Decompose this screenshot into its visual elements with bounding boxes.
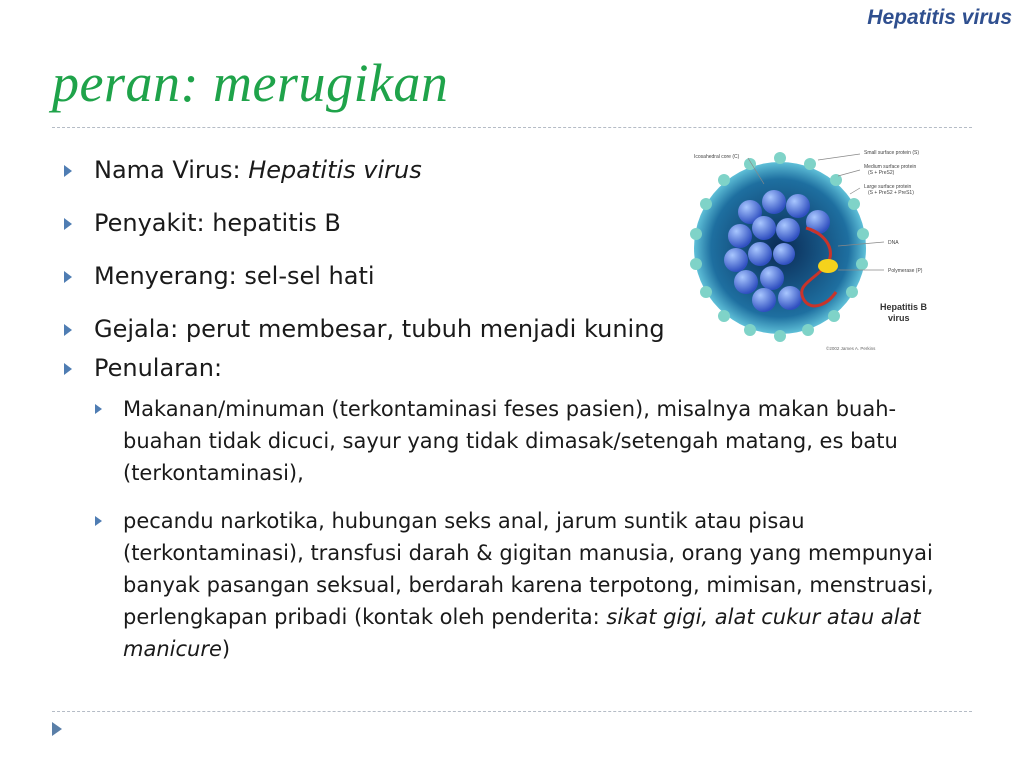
figure-credit: ©2002 James A. Perkins <box>826 346 876 351</box>
sub-bullet-item <box>94 505 948 665</box>
bullet-arrow-icon <box>64 324 72 336</box>
bullet-text: Gejala: perut membesar, tubuh menjadi kuning <box>94 315 665 343</box>
top-divider <box>52 127 972 128</box>
sub-bullet-list <box>94 393 962 665</box>
bullet-label: Nama Virus: <box>94 156 249 184</box>
label-large-protein-detail: (S + PreS2 + PreS1) <box>868 190 914 196</box>
figure-caption-line1: Hepatitis B <box>880 302 928 312</box>
sub-bullet-suffix: ) <box>221 637 231 661</box>
bullet-arrow-icon <box>64 363 72 375</box>
bullet-text: Penyakit: hepatitis B <box>94 209 341 237</box>
bullet-arrow-icon <box>64 165 72 177</box>
bullet-arrow-icon <box>64 271 72 283</box>
label-medium-protein: Medium surface protein <box>864 164 917 170</box>
sub-bullet-text: pecandu narkotika, hubungan seks anal, jarum suntik atau pisau (terkontaminasi), transfusi darah & gigitan manusia, orang yang mempunyai banyak pasangan seksual, berdarah karena terpotong, mimisan, menstruasi, perlengkapan pribadi (kontak oleh penderita: <box>123 509 934 629</box>
bullet-text: Menyerang: sel-sel hati <box>94 262 375 290</box>
bottom-divider <box>52 711 972 712</box>
bullet-arrow-icon <box>64 218 72 230</box>
label-small-protein: Small surface protein (S) <box>864 150 920 156</box>
sub-bullet-text: Makanan/minuman (terkontaminasi feses pasien), misalnya makan buah-buahan tidak dicuci, sayur yang tidak dimasak/setengah matang, es batu (terkontaminasi), <box>123 397 898 485</box>
slide-title: peran: merugikan <box>52 53 449 113</box>
hepatitis-b-virus-illustration <box>688 136 950 354</box>
label-medium-protein-detail: (S + PreS2) <box>868 170 895 176</box>
virus-name: Hepatitis virus <box>248 156 422 184</box>
sub-bullet-arrow-icon <box>95 516 102 526</box>
sub-bullet-arrow-icon <box>95 404 102 414</box>
label-core: Icosahedral core (C) <box>694 154 740 160</box>
sub-bullet-item <box>94 393 948 489</box>
bullet-item <box>62 352 962 665</box>
footer-arrow-icon <box>52 722 62 736</box>
polymerase-blob <box>818 259 838 273</box>
label-polymerase: Polymerase (P) <box>888 268 923 274</box>
label-dna: DNA <box>888 240 899 246</box>
sub-bullet-italic: sikat gigi, alat cukur atau alat manicure <box>123 605 921 661</box>
header-topic-label: Hepatitis virus <box>867 6 1012 29</box>
figure-caption-line2: virus <box>888 313 910 323</box>
bullet-text: Penularan: <box>94 354 223 382</box>
label-large-protein: Large surface protein <box>864 184 912 190</box>
